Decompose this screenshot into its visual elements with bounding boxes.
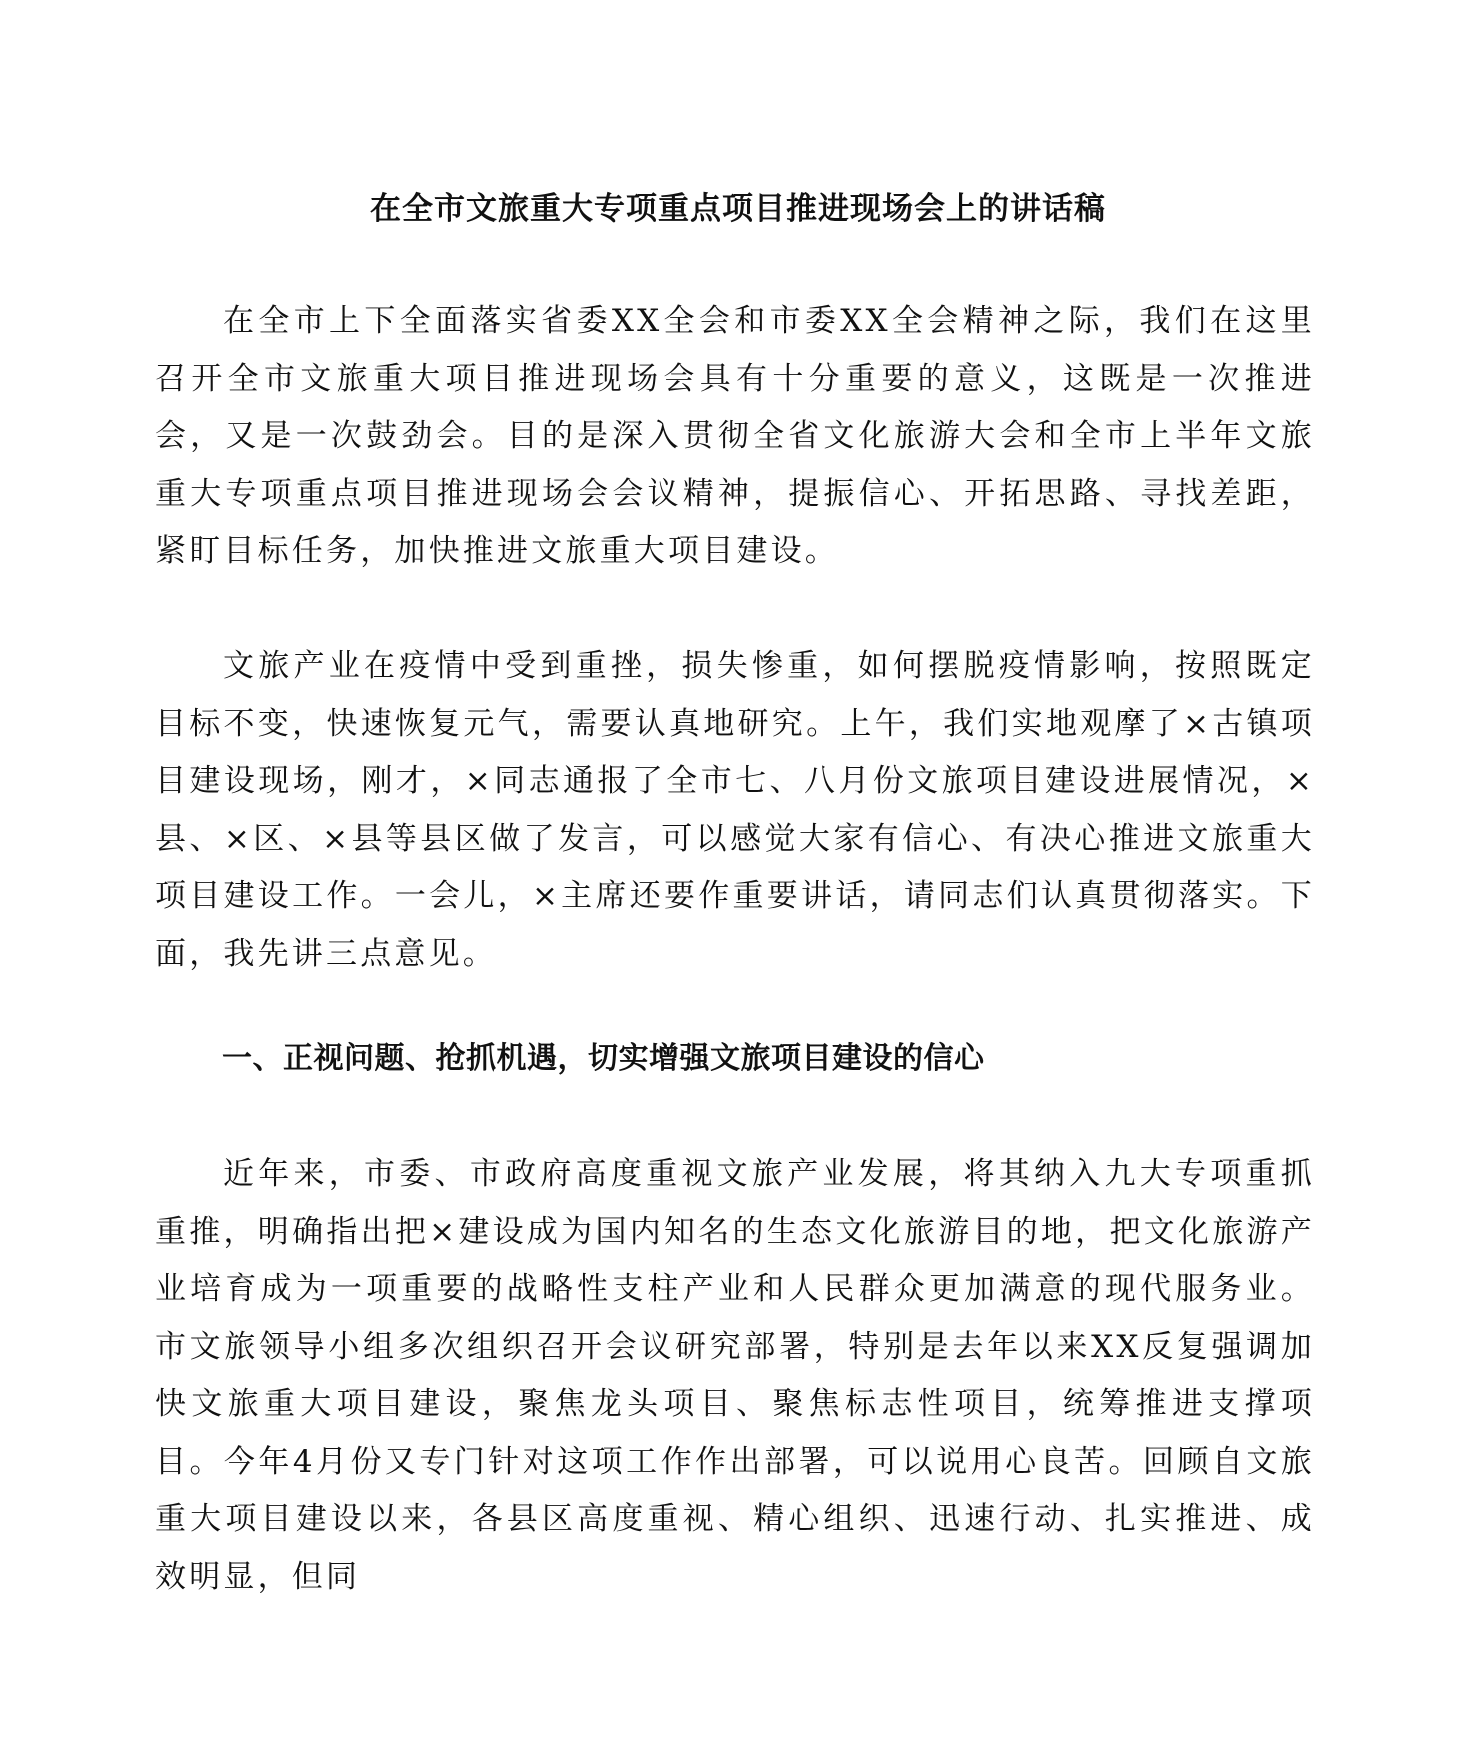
paragraph-intro: 在全市上下全面落实省委XX全会和市委XX全会精神之际，我们在这里召开全市文旅重大项目推进现场会具有十分重要的意义，这既是一次推进会，又是一次鼓劲会。目的是深入贯彻全省文化旅游大会和全市上半年文旅重大专项重点项目推进现场会会议精神，提振信心、开拓思路、寻找差距，紧盯目标任务，加快推进文旅重大项目建设。 [155,303,1315,569]
document-title: 在全市文旅重大专项重点项目推进现场会上的讲话稿 [370,191,1106,227]
paragraph-section-body: 近年来，市委、市政府高度重视文旅产业发展，将其纳入九大专项重抓重推，明确指出把×建设成为国内知名的生态文化旅游目的地，把文化旅游产业培育成为一项重要的战略性支柱产业和人民群众更加满意的现代服务业。市文旅领导小组多次组织召开会议研究部署，特别是去年以来XX反复强调加快文旅重大项目建设，聚焦龙头项目、聚焦标志性项目，统筹推进支撑项目。今年4月份又专门针对这项工作作出部署，可以说用心良苦。回顾自文旅重大项目建设以来，各县区高度重视、精心组织、迅速行动、扎实推进、成效明显，但同 [155,1156,1315,1595]
paragraph-background: 文旅产业在疫情中受到重挫，损失惨重，如何摆脱疫情影响，按照既定目标不变，快速恢复元气，需要认真地研究。上午，我们实地观摩了×古镇项目建设现场，刚才，×同志通报了全市七、八月份文旅项目建设进展情况，×县、×区、×县等县区做了发言，可以感觉大家有信心、有决心推进文旅重大项目建设工作。一会儿，×主席还要作重要讲话，请同志们认真贯彻落实。下面，我先讲三点意见。 [155,648,1315,972]
section-heading: 一、正视问题、抢抓机遇，切实增强文旅项目建设的信心 [222,1041,985,1076]
